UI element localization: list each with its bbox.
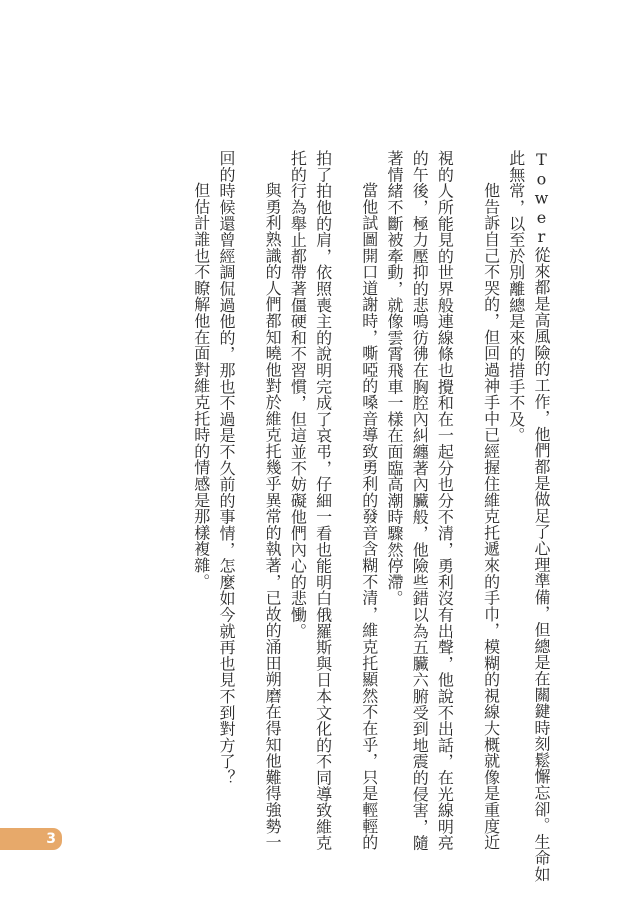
paragraph-line: 與勇利熟識的人們都知曉他對於維克托幾乎異常的執著，已故的涌田朔磨在得知他難得強勢一 xyxy=(263,182,283,851)
paragraph-line: 著情緒不斷被牽動，就像雲霄飛車一樣在面臨高潮時驟然停滯。 xyxy=(384,150,404,607)
paragraph-line: 此無常，以至於別離總是來的措手不及。 xyxy=(506,150,526,444)
paragraph-line: 他告訴自己不哭的，但回過神手中已經握住維克托遞來的手巾，模糊的視線大概就像是重度近 xyxy=(481,182,501,851)
body-text xyxy=(168,150,554,883)
paragraph-line: 當他試圖開口道謝時，嘶啞的嗓音導致勇利的發音含糊不清，維克托顯然不在乎，只是輕輕的 xyxy=(359,182,379,851)
paragraph-line: 的午後，極力壓抑的悲鳴彷彿在胸腔內糾纏著內臟般，他險些錯以為五臟六腑受到地震的侵害，隨 xyxy=(410,150,430,851)
page-number: 3 xyxy=(46,831,56,847)
paragraph-line: 拍了拍他的肩，依照喪主的說明完成了哀弔，仔細一看也能明白俄羅斯與日本文化的不同導致維克 xyxy=(313,150,333,851)
page-number-badge xyxy=(0,828,62,850)
paragraph-line: 視的人所能見的世界般連線條也攪和在一起分也分不清，勇利沒有出聲，他說不出話，在光線明亮 xyxy=(435,150,455,851)
paragraph-line: 但估計誰也不瞭解他在面對維克托時的情感是那樣複雜。 xyxy=(191,182,211,590)
paragraph-line: 回的時候還曾經調侃過他的，那也不過是不久前的事情，怎麼如今就再也見不到對方了？ xyxy=(216,150,236,786)
paragraph-line: 托的行為舉止都帶著僵硬和不習慣，但這並不妨礙他們內心的悲慟。 xyxy=(288,150,308,639)
paragraph-line: Tower從來都是高風險的工作，他們都是做足了心理準備，但總是在關鍵時刻鬆懈忘卻。生命如 xyxy=(532,150,551,883)
